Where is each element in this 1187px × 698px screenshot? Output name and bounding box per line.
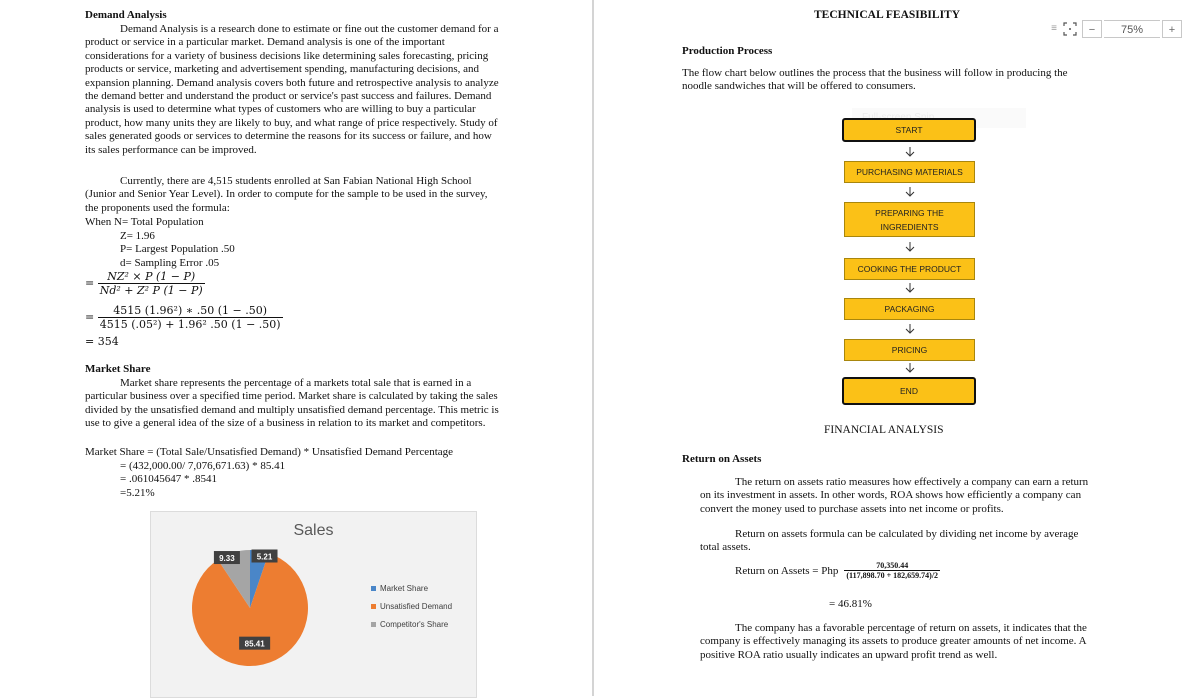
return-on-assets-heading: Return on Assets xyxy=(682,453,762,465)
formula-general-numerator: NZ² × P (1 − P) xyxy=(98,270,205,284)
chart-title: Sales xyxy=(293,522,334,539)
flow-arrow-2 xyxy=(904,186,916,198)
technical-feasibility-title: TECHNICAL FEASIBILITY xyxy=(814,9,961,21)
menu-icon[interactable]: ≡ xyxy=(1048,20,1060,38)
flow-arrow-5 xyxy=(904,323,916,335)
data-label-market-share xyxy=(252,549,278,562)
legend-swatch-competitors-share xyxy=(371,622,376,627)
production-process-heading: Production Process xyxy=(682,45,773,57)
p-definition: P= Largest Population .50 xyxy=(120,243,235,255)
market-share-formula: Market Share = (Total Sale/Unsatisfied Demand) * Unsatisfied Demand Percentage xyxy=(85,446,454,458)
data-label-market-share-text: 5.21 xyxy=(256,552,273,562)
demand-analysis-heading: Demand Analysis xyxy=(85,9,167,21)
population-definition: When N= Total Population xyxy=(85,216,204,228)
legend-swatch-market-share xyxy=(371,586,376,591)
market-share-step-1: = (432,000.00/ 7,076,671.63) * 85.41 xyxy=(120,460,286,472)
fullscreen-icon-glyph xyxy=(1063,22,1077,36)
flow-packaging: PACKAGING xyxy=(844,298,975,320)
zoom-level[interactable]: 75% xyxy=(1104,20,1160,38)
roa-formula xyxy=(735,561,940,580)
data-label-unsatisfied-demand-text: 85.41 xyxy=(244,639,265,649)
flow-arrow-4 xyxy=(904,282,916,294)
viewer-toolbar xyxy=(1048,20,1183,40)
market-share-step-3: =5.21% xyxy=(120,487,155,499)
flow-arrow-1 xyxy=(904,146,916,158)
formula-substituted xyxy=(85,304,283,331)
sample-paragraph: Currently, there are 4,515 students enrolled at San Fabian National High School (Junior and Senior Year Level). In order to compute for the sample to be used in the survey, the proponents used the formula: xyxy=(85,175,488,214)
equals-sign: = xyxy=(85,310,95,324)
zoom-out-button[interactable]: − xyxy=(1082,20,1102,38)
legend-label-competitors-share: Competitor's Share xyxy=(380,620,449,629)
market-share-paragraph: Market share represents the percentage of a markets total sale that is earned in a particular business over a specified time period. Market share is calculated by taking the sales divided by the unsatisfied demand and multiply unsatisfied demand percentage. This metric is use to give a general idea of the size of a business in relation to its market and competitors. xyxy=(85,377,499,430)
zoom-in-button[interactable]: + xyxy=(1162,20,1182,38)
data-label-competitors-share xyxy=(214,551,240,564)
legend-competitors-share xyxy=(371,620,448,629)
left-page xyxy=(0,0,592,696)
flow-cooking: COOKING THE PRODUCT xyxy=(844,258,975,280)
roa-formula-numerator: 70,350.44 xyxy=(844,561,940,571)
roa-result: = 46.81% xyxy=(829,598,872,610)
flow-arrow-3 xyxy=(904,241,916,253)
d-definition: d= Sampling Error .05 xyxy=(120,257,220,269)
data-label-unsatisfied-demand xyxy=(239,637,270,650)
legend-label-unsatisfied-demand: Unsatisfied Demand xyxy=(380,602,453,611)
fullscreen-icon[interactable] xyxy=(1060,20,1080,38)
legend-unsatisfied-demand xyxy=(371,602,452,611)
market-share-step-2: = .061045647 * .8541 xyxy=(120,473,217,485)
formula-substituted-numerator: 4515 (1.96²) ∗ .50 (1 − .50) xyxy=(98,304,283,318)
financial-analysis-title: FINANCIAL ANALYSIS xyxy=(824,424,944,436)
market-share-heading: Market Share xyxy=(85,363,151,375)
z-definition: Z= 1.96 xyxy=(120,230,155,242)
flow-arrow-6 xyxy=(904,362,916,374)
roa-formula-denominator: (117,898.70 + 182,659.74)/2 xyxy=(846,571,939,580)
legend-market-share xyxy=(371,584,428,593)
roa-paragraph-1: The return on assets ratio measures how effectively a company can earn a return on its investment in assets. In other words, ROA shows how efficiently a company can convert the money used to purchase assets into net income or profits. xyxy=(700,476,1089,515)
roa-paragraph-2: Return on assets formula can be calculated by dividing net income by average total assets. xyxy=(700,528,1079,554)
formula-general xyxy=(85,270,205,297)
legend-label-market-share: Market Share xyxy=(380,584,429,593)
flow-end: END xyxy=(842,377,976,405)
formula-general-denominator: Nd² + Z² P (1 − P) xyxy=(99,284,203,297)
roa-formula-label: Return on Assets = Php xyxy=(735,564,839,577)
data-label-competitors-share-text: 9.33 xyxy=(219,554,235,564)
sales-pie-chart xyxy=(150,511,477,698)
formula-substituted-denominator: 4515 (.05²) + 1.96² .50 (1 − .50) xyxy=(99,318,281,331)
flow-pricing: PRICING xyxy=(844,339,975,361)
flow-start: START xyxy=(842,118,976,142)
production-process-text: The flow chart below outlines the process that the business will follow in producing the noodle sandwiches that will be offered to consumers. xyxy=(682,67,1068,93)
demand-analysis-paragraph: Demand Analysis is a research done to estimate or fine out the customer demand for a product or service in a particular market. Demand analysis is one of the important considerations for a variety of business decisions like determining sales forecasting, pricing products or service, marketing and advertisement spending, manufacturing decisions, and expansion planning. Demand analysis covers both future and retrospective analysis to analyze the demand better and understand the product or service's past success and failures. Demand analysis is used to determine what types of customers who are willing to buy a particular product, how many units they are likely to buy, and what range of price respectively. Study of sales generated goods or services to determine the reasons for its success or failure, and how its sales performance can be improved. xyxy=(85,23,499,156)
roa-paragraph-3: The company has a favorable percentage of return on assets, it indicates that the company is effectively managing its assets to produce greater amounts of net income. A positive ROA ratio usually indicates an upward profit trend as well. xyxy=(700,622,1087,661)
legend-swatch-unsatisfied-demand xyxy=(371,604,376,609)
flow-preparing: PREPARING THE INGREDIENTS xyxy=(844,202,975,237)
equals-sign: = xyxy=(85,276,95,290)
sample-result: = 354 xyxy=(85,335,119,348)
flow-purchasing: PURCHASING MATERIALS xyxy=(844,161,975,183)
